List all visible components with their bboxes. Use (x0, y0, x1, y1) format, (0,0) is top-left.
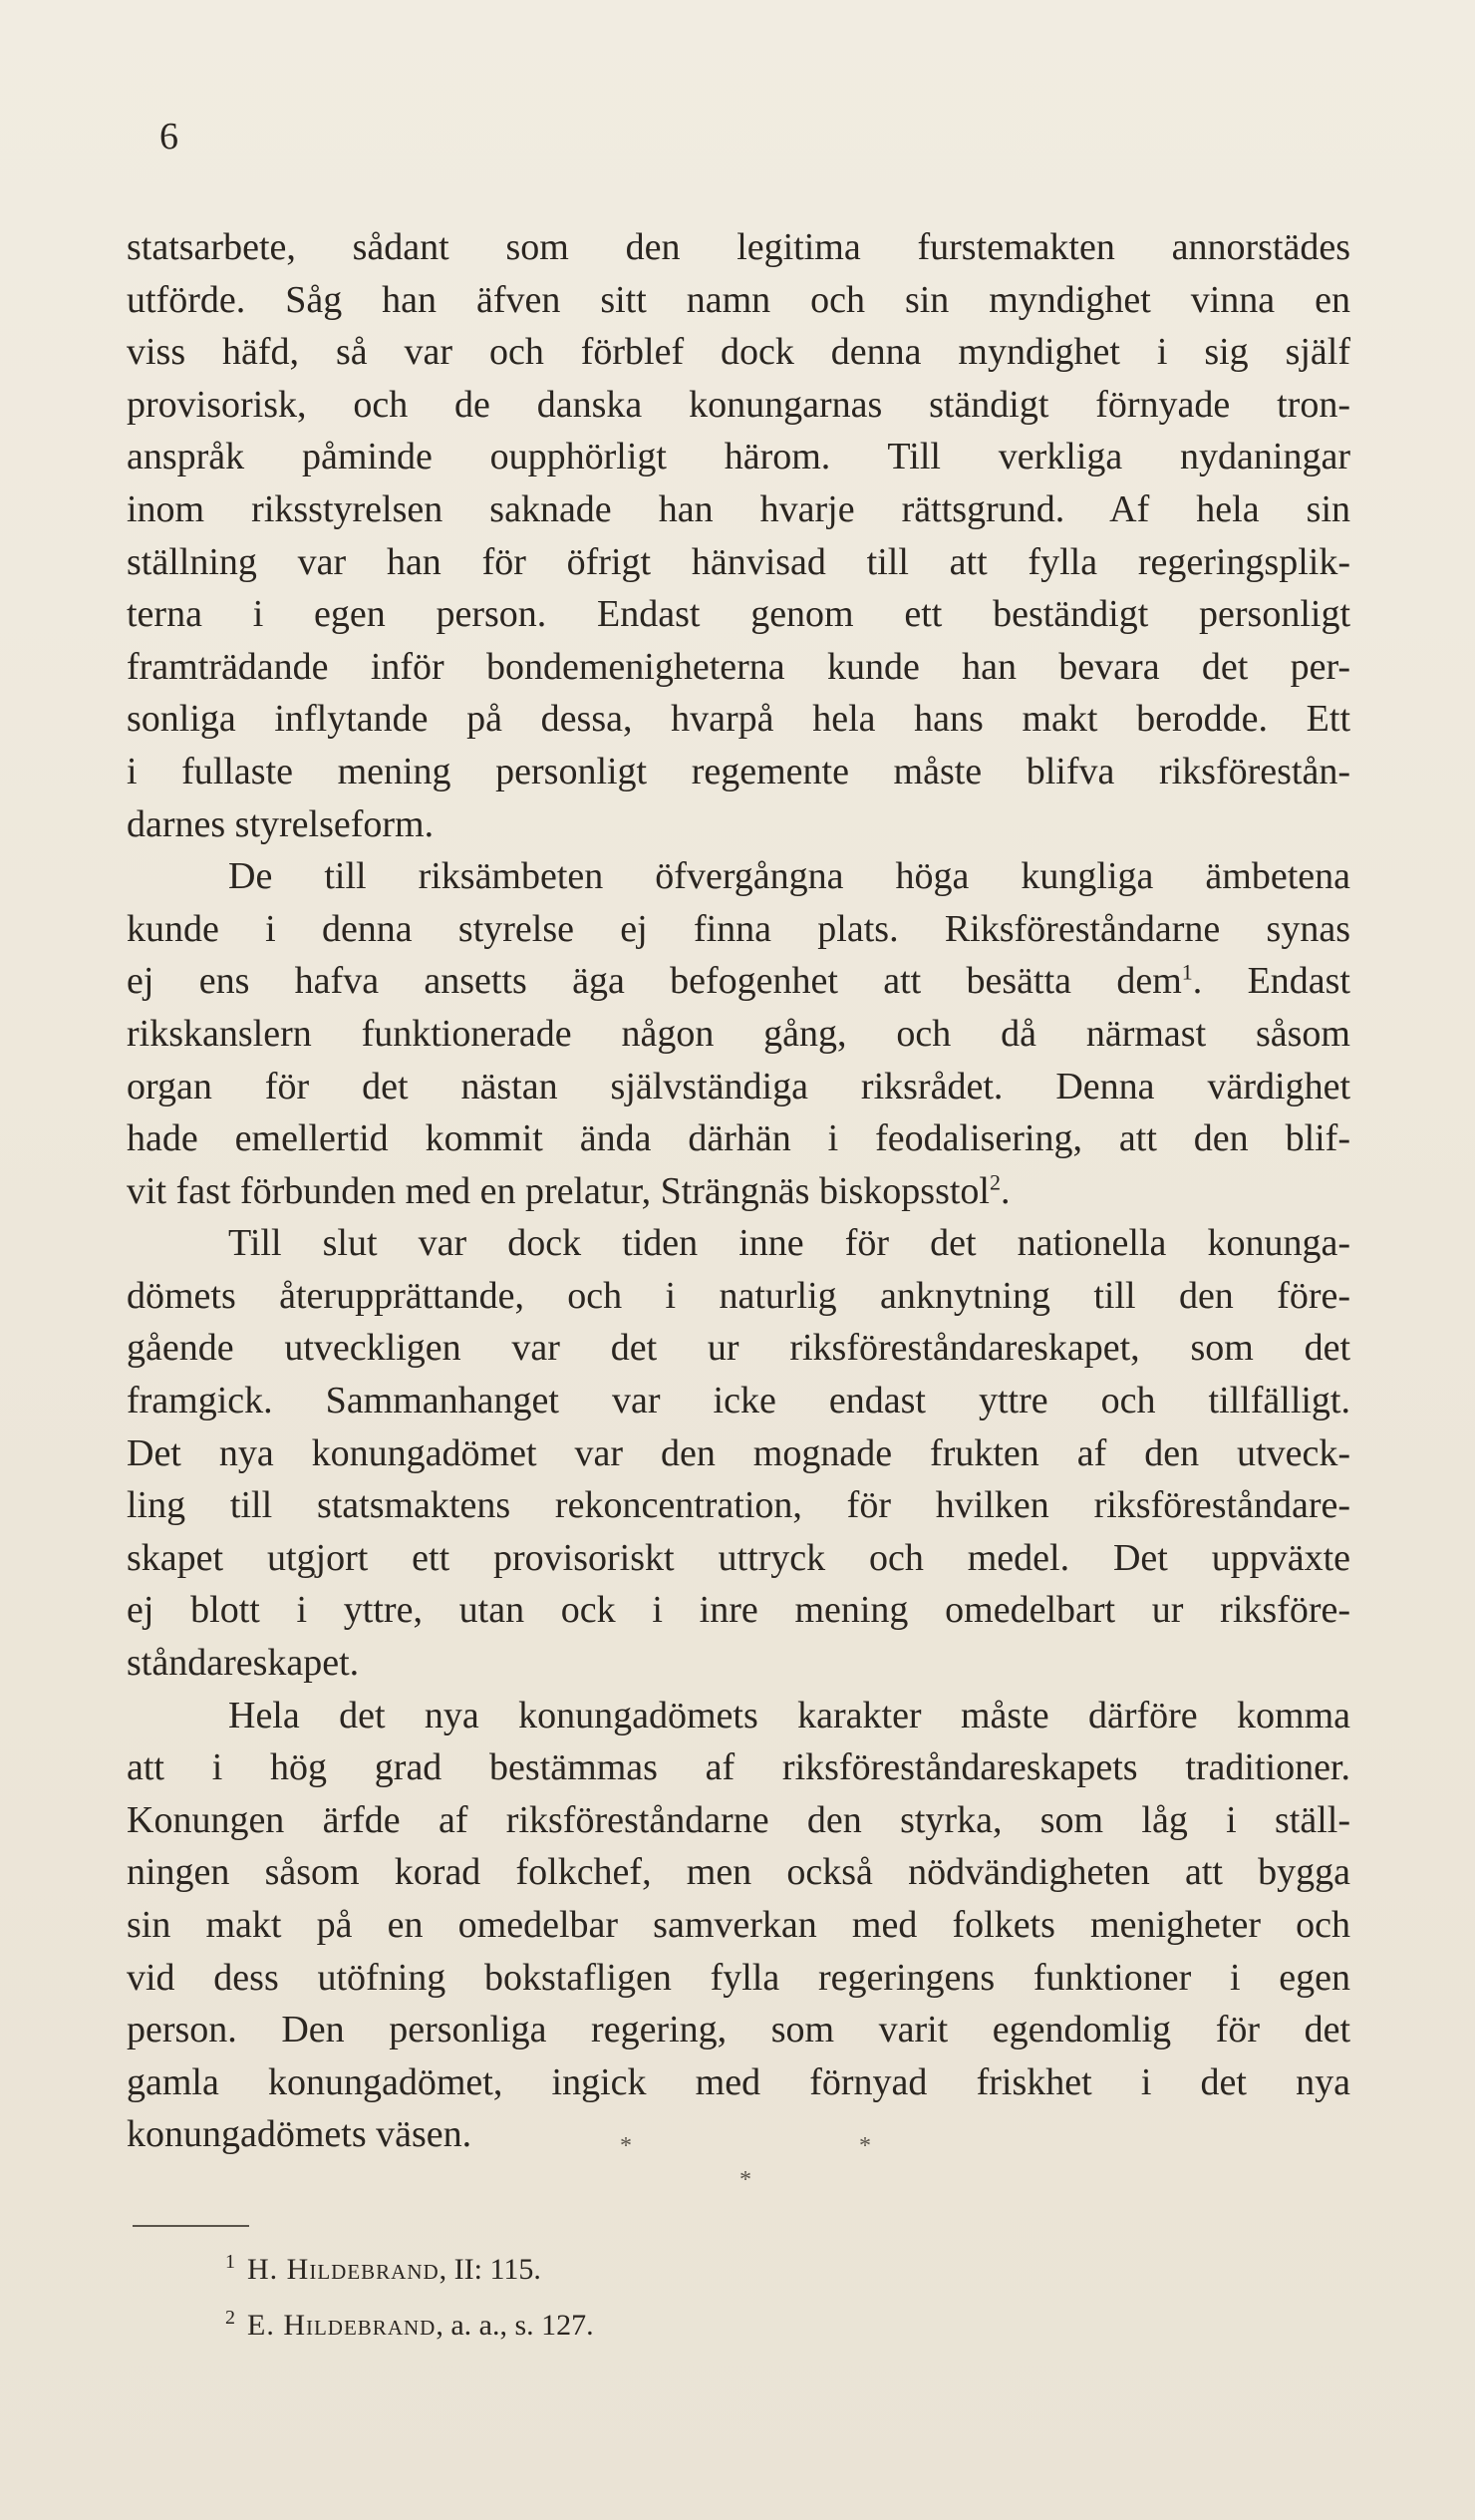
text-line: ställning var han för öfrigt hänvisad till att fylla regeringsplik- (127, 540, 1350, 583)
footnote-rule (133, 2225, 249, 2227)
text-line: anspråk påminde oupphörligt härom. Till verkliga nydaningar (127, 436, 1350, 478)
text-line: sonliga inflytande på dessa, hvarpå hela hans makt berodde. Ett (127, 698, 1350, 741)
paragraph-1 (127, 221, 1350, 850)
text-line: Till slut var dock tiden inne för det nationella konunga- (228, 1222, 1350, 1265)
paragraph-2 (127, 850, 1350, 1217)
text-line: provisorisk, och de danska konungarnas ständigt förnyade tron- (127, 383, 1350, 426)
text-line: Hela det nya konungadömets karakter måste därföre komma (228, 1694, 1350, 1736)
text-line: terna i egen person. Endast genom ett beständigt personligt (127, 593, 1350, 636)
text-segment: vit fast förbunden med en prelatur, Strängnäs biskopsstol (127, 1169, 990, 1212)
text-line: framgick. Sammanhanget var icke endast yttre och tillfälligt. (127, 1380, 1350, 1422)
body-text (127, 221, 1350, 2161)
asterism-star: * (739, 2167, 751, 2193)
text-line (127, 1165, 1350, 1218)
paragraph-4 (127, 1690, 1350, 2161)
text-line: vid dess utöfning bokstafligen fylla regeringens funktioner i egen (127, 1956, 1350, 1999)
section-separator (598, 2133, 897, 2213)
footnote-reference[interactable]: 1 (1181, 959, 1193, 985)
text-line: inom riksstyrelsen saknade han hvarje rättsgrund. Af hela sin (127, 487, 1350, 530)
footnote-2 (225, 2294, 594, 2350)
text-line: framträdande inför bondemenigheterna kunde han bevara det per- (127, 645, 1350, 688)
text-line: De till riksämbeten öfvergångna höga kungliga ämbetena (228, 855, 1350, 898)
text-line: dömets återupprättande, och i naturlig anknytning till den före- (127, 1274, 1350, 1317)
footnote-author: E. Hildebrand (247, 2309, 437, 2342)
text-line: i fullaste mening personligt regemente måste blifva riksförestån- (127, 750, 1350, 792)
paragraph-3 (127, 1217, 1350, 1689)
text-segment: ej ens hafva ansetts äga befogenhet att besätta dem (127, 960, 1182, 1003)
text-line: ståndareskapet. (127, 1642, 360, 1685)
text-line: viss häfd, så var och förblef dock denna myndighet i sig själf (127, 331, 1350, 374)
text-line: utförde. Såg han äfven sitt namn och sin myndighet vinna en (127, 278, 1350, 321)
text-line: hade emellertid kommit ända därhän i feodalisering, att den blif- (127, 1117, 1350, 1160)
footnotes (225, 2238, 594, 2350)
text-line: att i hög grad bestämmas af riksföreståndareskapets traditioner. (127, 1746, 1350, 1789)
text-line: statsarbete, sådant som den legitima furstemakten annorstädes (127, 226, 1350, 268)
text-line: Konungen ärfde af riksföreståndarne den styrka, som låg i ställ- (127, 1798, 1350, 1841)
text-line: Det nya konungadömet var den mognade frukten af den utveck- (127, 1431, 1350, 1474)
footnote-author: H. Hildebrand (247, 2253, 440, 2286)
text-line: gående utveckligen var det ur riksföreståndareskapet, som det (127, 1327, 1350, 1370)
footnote-mark: 1 (225, 2251, 235, 2273)
text-line: skapet utgjort ett provisoriskt uttryck och medel. Det uppväxte (127, 1536, 1350, 1579)
footnote-citation: , a. a., s. 127. (436, 2309, 594, 2342)
text-segment: . Endast (1192, 960, 1350, 1003)
footnote-mark: 2 (225, 2307, 235, 2329)
text-line: rikskanslern funktionerade någon gång, och då närmast såsom (127, 1012, 1350, 1055)
text-line: sin makt på en omedelbar samverkan med folkets menigheter och (127, 1904, 1350, 1946)
text-line: ling till statsmaktens rekoncentration, för hvilken riksföreståndare- (127, 1484, 1350, 1527)
text-line: kunde i denna styrelse ej finna plats. Riksföreståndarne synas (127, 907, 1350, 950)
footnote-1 (225, 2238, 594, 2294)
text-line: darnes styrelseform. (127, 802, 435, 845)
page-number: 6 (159, 116, 178, 158)
text-line: organ för det nästan självständiga riksrådet. Denna värdighet (127, 1065, 1350, 1107)
asterism-star: * (859, 2133, 871, 2159)
footnote-reference[interactable]: 2 (989, 1169, 1001, 1195)
text-line (127, 955, 1350, 1008)
text-line: person. Den personliga regering, som varit egendomlig för det (127, 2009, 1350, 2051)
text-line: ningen såsom korad folkchef, men också nödvändigheten att bygga (127, 1851, 1350, 1894)
text-line: ej blott i yttre, utan ock i inre mening omedelbart ur riksföre- (127, 1589, 1350, 1632)
text-line: konungadömets väsen. (127, 2113, 472, 2156)
asterism-star: * (620, 2133, 632, 2159)
text-line: gamla konungadömet, ingick med förnyad friskhet i det nya (127, 2060, 1350, 2103)
footnote-citation: , II: 115. (439, 2253, 541, 2286)
text-segment: . (1000, 1169, 1011, 1212)
